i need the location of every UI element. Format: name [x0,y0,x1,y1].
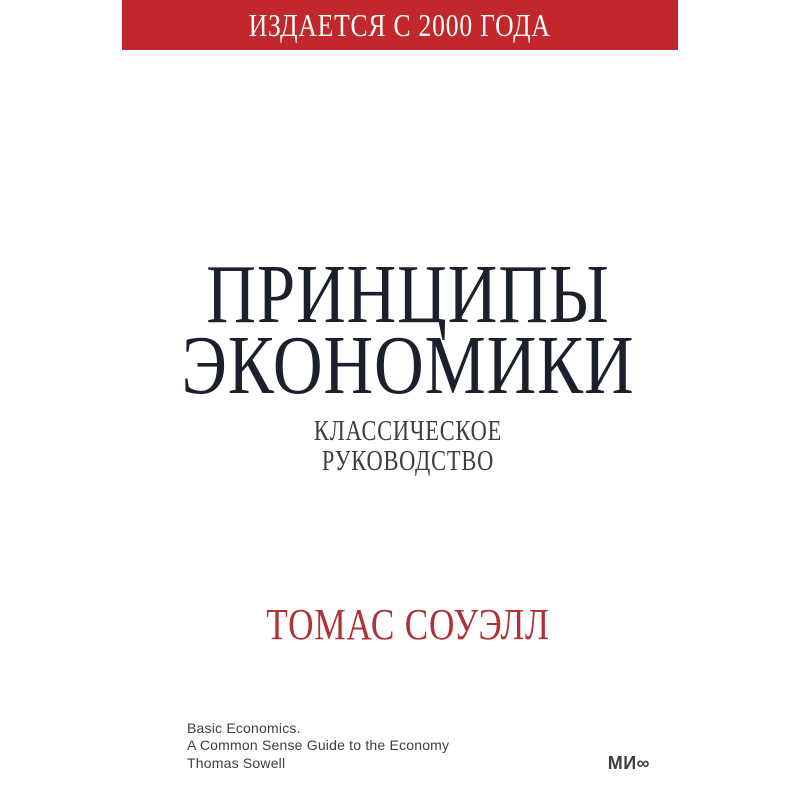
book-subtitle-line2: РУКОВОДСТВО [321,445,495,477]
publisher-logo: МИ∞ [607,753,650,773]
banner-label: ИЗДАЕТСЯ С 2000 ГОДА [249,6,551,43]
book-subtitle [186,417,631,476]
author-name: ТОМАС СОУЭЛЛ [266,600,550,649]
book-subtitle-line1: КЛАССИЧЕСКОЕ [313,416,503,447]
original-subtitle: A Common Sense Guide to the Economy [187,737,450,754]
top-banner [122,0,678,50]
original-edition-info [187,720,449,772]
original-title: Basic Economics. [187,720,301,736]
book-title [180,248,636,412]
book-title-line1: ПРИНЦИПЫ [206,248,610,341]
book-title-line2: ЭКОНОМИКИ [181,319,635,412]
original-author: Thomas Sowell [187,754,286,771]
